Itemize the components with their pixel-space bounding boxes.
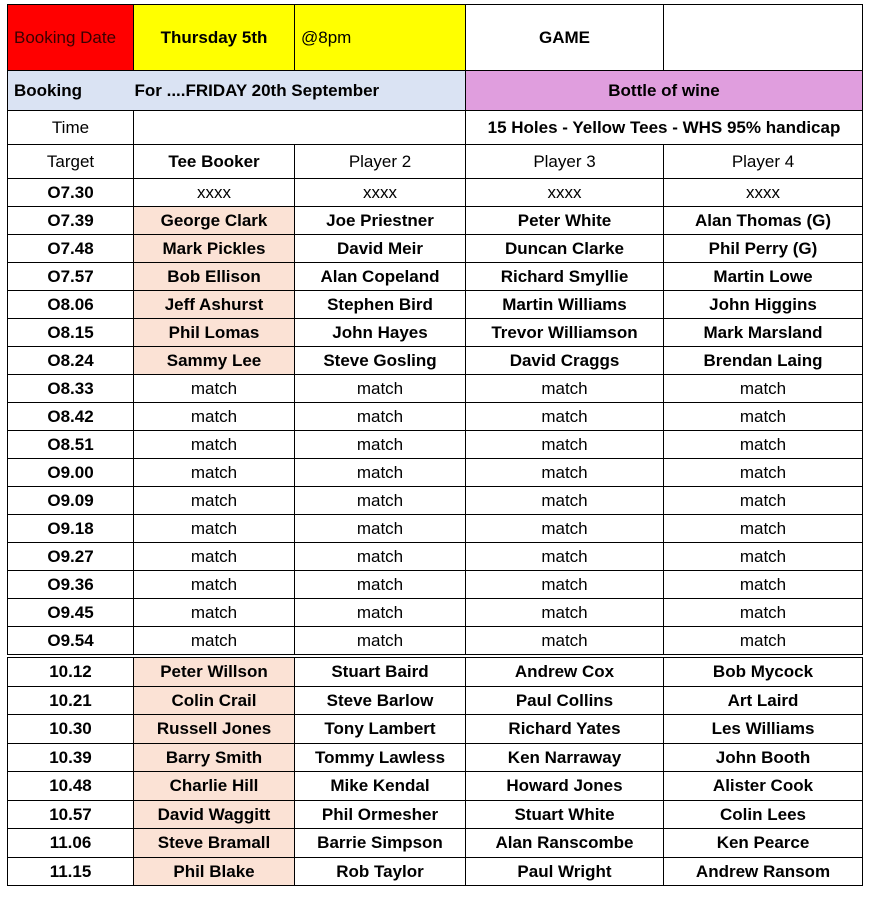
player3-cell: match	[466, 543, 664, 571]
table-row	[8, 515, 863, 543]
player3-cell: Howard Jones	[466, 772, 664, 801]
tee-booker-cell: Jeff Ashurst	[134, 291, 295, 319]
player4-cell: match	[664, 459, 863, 487]
table-row	[8, 857, 863, 886]
booking-label: Booking	[8, 71, 134, 111]
player2-cell: Stephen Bird	[295, 291, 466, 319]
player2-cell: Phil Ormesher	[295, 800, 466, 829]
tee-booker-cell: Colin Crail	[134, 686, 295, 715]
player3-cell: Paul Collins	[466, 686, 664, 715]
player3-cell: Trevor Williamson	[466, 319, 664, 347]
header-row-columns	[8, 145, 863, 179]
tee-time: O9.45	[8, 599, 134, 627]
tee-time: 10.21	[8, 686, 134, 715]
player2-cell: John Hayes	[295, 319, 466, 347]
tee-time: O7.48	[8, 235, 134, 263]
player4-cell: Phil Perry (G)	[664, 235, 863, 263]
player2-cell: match	[295, 571, 466, 599]
booking-for: For ....FRIDAY 20th September	[134, 71, 466, 111]
tee-booker-cell: match	[134, 403, 295, 431]
tee-time: O8.24	[8, 347, 134, 375]
player3-cell: Richard Yates	[466, 715, 664, 744]
tee-booker-cell: Sammy Lee	[134, 347, 295, 375]
tee-booker-cell: Barry Smith	[134, 743, 295, 772]
player2-cell: xxxx	[295, 179, 466, 207]
player3-cell: xxxx	[466, 179, 664, 207]
player3-cell: match	[466, 627, 664, 655]
player3-cell: David Craggs	[466, 347, 664, 375]
tee-times-table-bottom	[7, 657, 863, 886]
player2-cell: match	[295, 627, 466, 655]
player3-cell: Paul Wright	[466, 857, 664, 886]
table-row	[8, 686, 863, 715]
header-row-booking	[8, 71, 863, 111]
player3-cell: Martin Williams	[466, 291, 664, 319]
tee-booker-cell: match	[134, 627, 295, 655]
table-row	[8, 571, 863, 599]
player3-cell: Peter White	[466, 207, 664, 235]
player3-cell: Stuart White	[466, 800, 664, 829]
player4-cell: match	[664, 487, 863, 515]
player3-cell: match	[466, 459, 664, 487]
table-row	[8, 772, 863, 801]
header-row-booking-date	[8, 5, 863, 71]
tee-booker-cell: Charlie Hill	[134, 772, 295, 801]
tee-time: 10.57	[8, 800, 134, 829]
player4-cell: Bob Mycock	[664, 658, 863, 687]
tee-booker-cell: Peter Willson	[134, 658, 295, 687]
tee-time: O8.42	[8, 403, 134, 431]
table-row	[8, 207, 863, 235]
player2-cell: Tony Lambert	[295, 715, 466, 744]
tee-booker-cell: match	[134, 487, 295, 515]
player2-cell: match	[295, 403, 466, 431]
player4-cell: match	[664, 403, 863, 431]
tee-booker-cell: match	[134, 375, 295, 403]
tee-booker-cell: match	[134, 571, 295, 599]
tee-booker-cell: match	[134, 459, 295, 487]
tee-booker-cell: Russell Jones	[134, 715, 295, 744]
tee-time: O8.33	[8, 375, 134, 403]
tee-times-table-top	[7, 4, 863, 655]
player4-cell: match	[664, 431, 863, 459]
format: 15 Holes - Yellow Tees - WHS 95% handicap	[466, 111, 863, 145]
tee-sheet	[7, 4, 863, 886]
table-row	[8, 403, 863, 431]
tee-time: O9.36	[8, 571, 134, 599]
table-row	[8, 829, 863, 858]
tee-time: O9.09	[8, 487, 134, 515]
table-row	[8, 658, 863, 687]
game-label: GAME	[466, 5, 664, 71]
player4-cell: Mark Marsland	[664, 319, 863, 347]
player3-cell: match	[466, 599, 664, 627]
tee-booker-cell: match	[134, 431, 295, 459]
player2-cell: David Meir	[295, 235, 466, 263]
player3-cell: match	[466, 403, 664, 431]
player4-cell: Les Williams	[664, 715, 863, 744]
tee-booker-cell: Phil Lomas	[134, 319, 295, 347]
tee-booker-cell: Mark Pickles	[134, 235, 295, 263]
table-row	[8, 627, 863, 655]
player3-cell: Richard Smyllie	[466, 263, 664, 291]
player4-cell: match	[664, 627, 863, 655]
player4-cell: xxxx	[664, 179, 863, 207]
player4-cell: Colin Lees	[664, 800, 863, 829]
booking-time: @8pm	[295, 5, 466, 71]
target-label: Target	[8, 145, 134, 179]
tee-booker-cell: xxxx	[134, 179, 295, 207]
player2-cell: Tommy Lawless	[295, 743, 466, 772]
player2-cell: match	[295, 431, 466, 459]
player2-cell: Steve Barlow	[295, 686, 466, 715]
booking-day: Thursday 5th	[134, 5, 295, 71]
player3-cell: Duncan Clarke	[466, 235, 664, 263]
tee-booker-cell: Steve Bramall	[134, 829, 295, 858]
player2-cell: match	[295, 459, 466, 487]
col-player3: Player 3	[466, 145, 664, 179]
player4-cell: Ken Pearce	[664, 829, 863, 858]
game-value	[664, 5, 863, 71]
player4-cell: John Booth	[664, 743, 863, 772]
table-row	[8, 319, 863, 347]
player2-cell: Stuart Baird	[295, 658, 466, 687]
tee-time: O9.27	[8, 543, 134, 571]
tee-booker-cell: David Waggitt	[134, 800, 295, 829]
player3-cell: match	[466, 487, 664, 515]
table-row	[8, 179, 863, 207]
player2-cell: match	[295, 375, 466, 403]
table-row	[8, 487, 863, 515]
tee-time: O7.39	[8, 207, 134, 235]
player2-cell: Alan Copeland	[295, 263, 466, 291]
table-row	[8, 291, 863, 319]
player4-cell: Alister Cook	[664, 772, 863, 801]
player4-cell: match	[664, 571, 863, 599]
table-row	[8, 347, 863, 375]
player3-cell: Ken Narraway	[466, 743, 664, 772]
player4-cell: Art Laird	[664, 686, 863, 715]
tee-time: O7.30	[8, 179, 134, 207]
player2-cell: match	[295, 487, 466, 515]
tee-time: 10.30	[8, 715, 134, 744]
blank-cell	[134, 111, 466, 145]
tee-booker-cell: match	[134, 599, 295, 627]
player2-cell: match	[295, 543, 466, 571]
table-row	[8, 543, 863, 571]
table-row	[8, 235, 863, 263]
player2-cell: Rob Taylor	[295, 857, 466, 886]
tee-time: 11.06	[8, 829, 134, 858]
tee-time: O9.54	[8, 627, 134, 655]
prize: Bottle of wine	[466, 71, 863, 111]
time-label: Time	[8, 111, 134, 145]
tee-time: 10.48	[8, 772, 134, 801]
tee-time: 11.15	[8, 857, 134, 886]
player4-cell: match	[664, 543, 863, 571]
tee-booker-cell: Bob Ellison	[134, 263, 295, 291]
player4-cell: Martin Lowe	[664, 263, 863, 291]
col-player4: Player 4	[664, 145, 863, 179]
player4-cell: match	[664, 375, 863, 403]
player3-cell: Alan Ranscombe	[466, 829, 664, 858]
tee-booker-cell: Phil Blake	[134, 857, 295, 886]
tee-time: 10.12	[8, 658, 134, 687]
tee-time: 10.39	[8, 743, 134, 772]
player2-cell: Joe Priestner	[295, 207, 466, 235]
tee-time: O9.00	[8, 459, 134, 487]
player3-cell: Andrew Cox	[466, 658, 664, 687]
tee-time: O7.57	[8, 263, 134, 291]
player4-cell: Alan Thomas (G)	[664, 207, 863, 235]
table-row	[8, 715, 863, 744]
table-row	[8, 800, 863, 829]
table-row	[8, 375, 863, 403]
player2-cell: Barrie Simpson	[295, 829, 466, 858]
table-row	[8, 599, 863, 627]
player2-cell: Steve Gosling	[295, 347, 466, 375]
table-row	[8, 743, 863, 772]
player2-cell: match	[295, 515, 466, 543]
player4-cell: Andrew Ransom	[664, 857, 863, 886]
tee-time: O8.06	[8, 291, 134, 319]
player2-cell: Mike Kendal	[295, 772, 466, 801]
player4-cell: match	[664, 515, 863, 543]
tee-time: O8.51	[8, 431, 134, 459]
tee-booker-cell: George Clark	[134, 207, 295, 235]
tee-time: O9.18	[8, 515, 134, 543]
col-player2: Player 2	[295, 145, 466, 179]
player4-cell: John Higgins	[664, 291, 863, 319]
tee-booker-cell: match	[134, 515, 295, 543]
player3-cell: match	[466, 431, 664, 459]
table-row	[8, 459, 863, 487]
player3-cell: match	[466, 571, 664, 599]
player2-cell: match	[295, 599, 466, 627]
tee-booker-cell: match	[134, 543, 295, 571]
tee-time: O8.15	[8, 319, 134, 347]
player4-cell: Brendan Laing	[664, 347, 863, 375]
header-row-time	[8, 111, 863, 145]
player3-cell: match	[466, 375, 664, 403]
player3-cell: match	[466, 515, 664, 543]
player4-cell: match	[664, 599, 863, 627]
booking-date-label: Booking Date	[8, 5, 134, 71]
table-row	[8, 263, 863, 291]
col-tee-booker: Tee Booker	[134, 145, 295, 179]
table-row	[8, 431, 863, 459]
